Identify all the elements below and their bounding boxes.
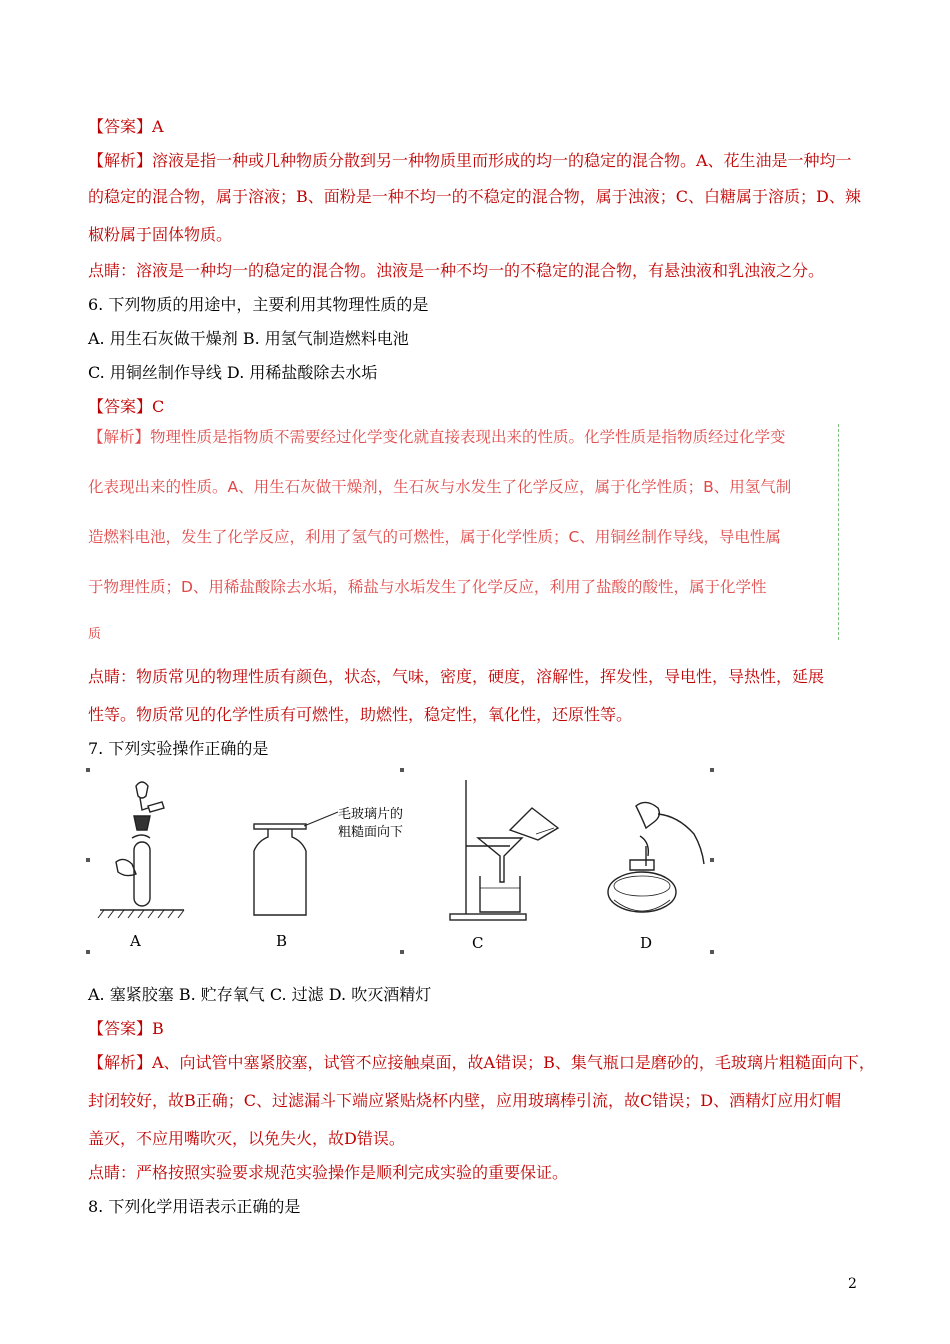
figure-b-label: B	[276, 932, 288, 950]
figure-b-callout-line-1: 毛玻璃片的	[338, 807, 404, 822]
figure-b-callout-line	[302, 806, 342, 830]
q7-options: A. 塞紧胶塞 B. 贮存氧气 C. 过滤 D. 吹灭酒精灯	[88, 985, 432, 1004]
q8-question: 8. 下列化学用语表示正确的是	[88, 1197, 301, 1216]
q7-analysis-line-3: 盖灭，不应用嘴吹灭，以免失火，故D错误。	[88, 1129, 405, 1148]
figure-d-label: D	[640, 934, 653, 952]
q7-analysis-line-1: 【解析】A、向试管中塞紧胶塞，试管不应接触桌面，故A错误；B、集气瓶口是磨砂的，毛玻璃片粗糙面向下，	[88, 1053, 875, 1072]
q6-analysis-line-1: 【解析】物理性质是指物质不需要经过化学变化就直接表现出来的性质。化学性质是指物质经过化学变	[88, 428, 786, 446]
q6-answer: 【答案】C	[88, 397, 165, 416]
q6-analysis-line-5: 质	[88, 627, 102, 642]
page-number: 2	[848, 1276, 857, 1292]
q6-options-line-1: A. 用生石灰做干燥剂 B. 用氢气制造燃料电池	[88, 329, 409, 348]
q7-answer: 【答案】B	[88, 1019, 164, 1038]
figure-corner-marker	[86, 768, 90, 772]
q6-analysis-line-4: 于物理性质；D、用稀盐酸除去水垢，稀盐与水垢发生了化学反应，利用了盐酸的酸性，属于化学性	[88, 578, 767, 596]
q6-comment-line-2: 性等。物质常见的化学性质有可燃性，助燃性，稳定性，氧化性，还原性等。	[88, 705, 633, 724]
q6-options-line-2: C. 用铜丝制作导线 D. 用稀盐酸除去水垢	[88, 363, 378, 382]
q7-question: 7. 下列实验操作正确的是	[88, 739, 269, 758]
figure-d-alcohol-lamp-illustration	[600, 796, 710, 924]
q6-analysis-line-2: 化表现出来的性质。A、用生石灰做干燥剂，生石灰与水发生了化学反应，属于化学性质；B、用氢气制	[88, 478, 792, 496]
figure-b-callout-line-2: 粗糙面向下	[338, 825, 404, 840]
q7-analysis-line-2: 封闭较好，故B正确；C、过滤漏斗下端应紧贴烧杯内壁，应用玻璃棒引流，故C错误；D、酒精灯应用灯帽	[88, 1091, 842, 1110]
figure-corner-marker	[400, 950, 404, 954]
q6-comment-line-1: 点睛：物质常见的物理性质有颜色，状态，气味，密度，硬度，溶解性，挥发性，导电性，导热性，延展	[88, 667, 825, 686]
figure-c-label: C	[472, 934, 484, 952]
q5-analysis-line-3: 椒粉属于固体物质。	[88, 225, 233, 244]
figure-a-label: A	[130, 932, 141, 950]
q5-answer: 【答案】A	[88, 117, 164, 136]
figure-corner-marker	[710, 858, 714, 862]
q5-comment: 点睛：溶液是一种均一的稳定的混合物。浊液是一种不均一的不稳定的混合物，有悬浊液和乳浊液之分。	[88, 261, 825, 280]
q5-analysis-line-2: 的稳定的混合物，属于溶液；B、面粉是一种不均一的不稳定的混合物，属于浊液；C、白糖属于溶质；D、辣	[88, 187, 861, 206]
figure-corner-marker	[400, 768, 404, 772]
figure-corner-marker	[710, 768, 714, 772]
figure-corner-marker	[86, 858, 90, 862]
figure-a-test-tube-illustration	[96, 776, 186, 926]
q7-comment: 点睛：严格按照实验要求规范实验操作是顺利完成实验的重要保证。	[88, 1163, 569, 1182]
figure-c-filtration-illustration	[440, 776, 560, 926]
q6-analysis-line-3: 造燃料电池，发生了化学反应，利用了氢气的可燃性，属于化学性质；C、用铜丝制作导线，导电性属	[88, 528, 781, 546]
q5-analysis-line-1: 【解析】溶液是指一种或几种物质分散到另一种物质里而形成的均一的稳定的混合物。A、花生油是一种均一	[88, 151, 852, 170]
q6-question: 6. 下列物质的用途中，主要利用其物理性质的是	[88, 295, 429, 314]
figure-corner-marker	[86, 950, 90, 954]
figure-corner-marker	[710, 950, 714, 954]
